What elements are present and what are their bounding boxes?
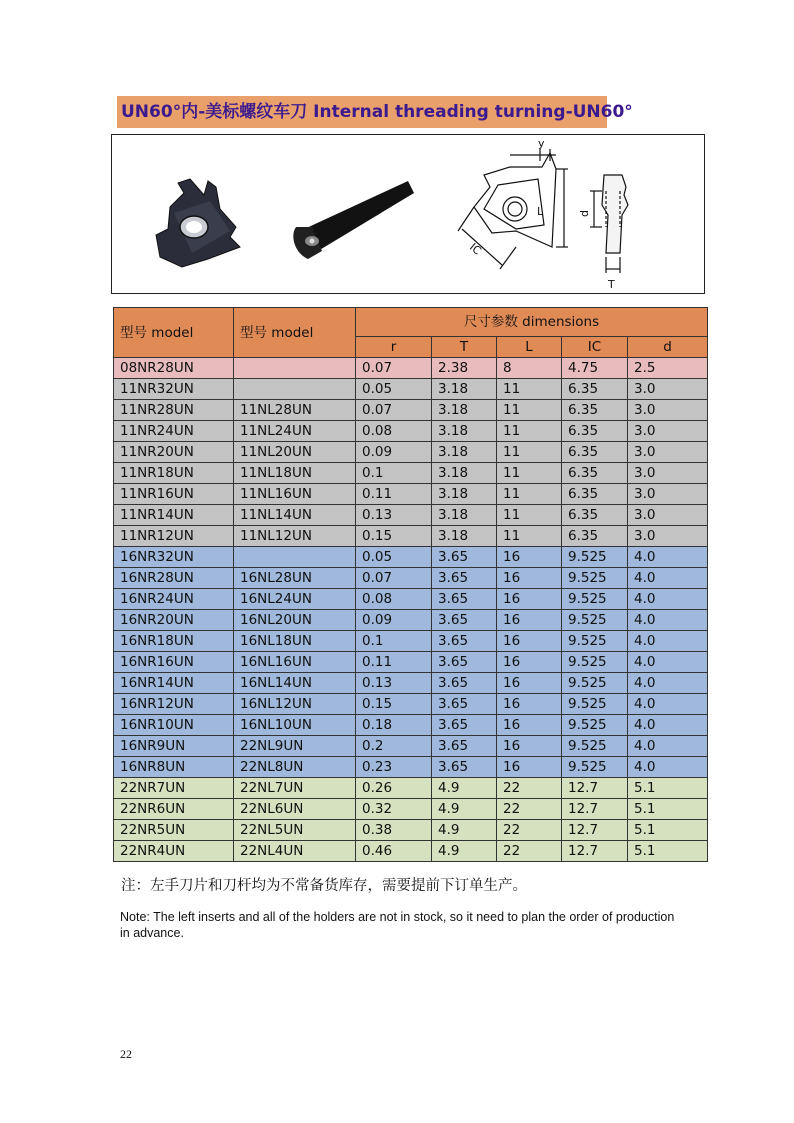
cell-model-r: 08NR28UN xyxy=(114,358,234,379)
insert-photo-icon xyxy=(156,179,240,267)
cell-value-r: 0.1 xyxy=(356,463,432,484)
label-IC: IC xyxy=(466,240,484,258)
cell-value-IC: 12.7 xyxy=(562,820,628,841)
cell-value-r: 0.08 xyxy=(356,589,432,610)
cell-value-T: 3.65 xyxy=(432,610,497,631)
cell-value-r: 0.09 xyxy=(356,442,432,463)
cell-value-T: 3.65 xyxy=(432,631,497,652)
header-model-2: 型号 model xyxy=(234,308,356,358)
table-row xyxy=(114,379,708,400)
table-row xyxy=(114,547,708,568)
holder-photo-icon xyxy=(293,181,414,259)
cell-model-l: 11NL20UN xyxy=(234,442,356,463)
cell-value-r: 0.07 xyxy=(356,400,432,421)
cell-value-L: 11 xyxy=(497,379,562,400)
cell-model-l: 22NL6UN xyxy=(234,799,356,820)
cell-value-r: 0.07 xyxy=(356,358,432,379)
cell-value-T: 3.18 xyxy=(432,421,497,442)
cell-value-T: 3.65 xyxy=(432,652,497,673)
cell-model-l: 16NL16UN xyxy=(234,652,356,673)
cell-model-r: 16NR16UN xyxy=(114,652,234,673)
cell-model-r: 16NR24UN xyxy=(114,589,234,610)
cell-model-r: 22NR4UN xyxy=(114,841,234,862)
cell-value-T: 3.65 xyxy=(432,694,497,715)
cell-model-l: 11NL14UN xyxy=(234,505,356,526)
cell-value-IC: 6.35 xyxy=(562,442,628,463)
cell-value-IC: 6.35 xyxy=(562,463,628,484)
cell-value-IC: 4.75 xyxy=(562,358,628,379)
cell-value-r: 0.46 xyxy=(356,841,432,862)
cell-value-T: 3.18 xyxy=(432,484,497,505)
cell-model-r: 22NR5UN xyxy=(114,820,234,841)
cell-value-d: 4.0 xyxy=(628,673,708,694)
cell-model-r: 11NR12UN xyxy=(114,526,234,547)
cell-model-r: 11NR18UN xyxy=(114,463,234,484)
cell-model-r: 11NR14UN xyxy=(114,505,234,526)
cell-value-IC: 6.35 xyxy=(562,505,628,526)
table-row xyxy=(114,421,708,442)
cell-value-d: 4.0 xyxy=(628,547,708,568)
figure-svg xyxy=(112,135,706,295)
cell-value-T: 3.18 xyxy=(432,526,497,547)
cell-value-IC: 9.525 xyxy=(562,631,628,652)
cell-value-IC: 9.525 xyxy=(562,589,628,610)
label-y: y xyxy=(538,137,545,150)
cell-value-d: 4.0 xyxy=(628,736,708,757)
cell-value-r: 0.15 xyxy=(356,526,432,547)
cell-value-r: 0.13 xyxy=(356,673,432,694)
table-row xyxy=(114,820,708,841)
cell-model-r: 16NR8UN xyxy=(114,757,234,778)
page-title: UN60°内-美标螺纹车刀 Internal threading turning-UN60° xyxy=(117,96,607,128)
cell-model-l: 22NL9UN xyxy=(234,736,356,757)
cell-model-l: 16NL20UN xyxy=(234,610,356,631)
cell-value-IC: 6.35 xyxy=(562,484,628,505)
cell-value-IC: 9.525 xyxy=(562,715,628,736)
cell-value-T: 3.18 xyxy=(432,400,497,421)
note-chinese: 注：左手刀片和刀杆均为不常备货库存，需要提前下订单生产。 xyxy=(121,878,527,894)
cell-model-r: 22NR7UN xyxy=(114,778,234,799)
cell-model-r: 16NR20UN xyxy=(114,610,234,631)
cell-model-r: 11NR28UN xyxy=(114,400,234,421)
cell-value-T: 3.65 xyxy=(432,568,497,589)
cell-model-r: 16NR9UN xyxy=(114,736,234,757)
cell-model-r: 11NR20UN xyxy=(114,442,234,463)
cell-value-r: 0.26 xyxy=(356,778,432,799)
cell-value-IC: 6.35 xyxy=(562,526,628,547)
cell-value-d: 3.0 xyxy=(628,379,708,400)
table-row xyxy=(114,442,708,463)
label-d: d xyxy=(578,210,591,217)
cell-value-d: 4.0 xyxy=(628,757,708,778)
cell-value-IC: 12.7 xyxy=(562,778,628,799)
header-dimensions: 尺寸参数 dimensions xyxy=(356,308,708,337)
cell-value-r: 0.1 xyxy=(356,631,432,652)
cell-value-L: 11 xyxy=(497,484,562,505)
specs-table xyxy=(113,307,708,862)
cell-value-d: 5.1 xyxy=(628,841,708,862)
cell-value-L: 22 xyxy=(497,841,562,862)
cell-value-L: 11 xyxy=(497,505,562,526)
table-row xyxy=(114,778,708,799)
cell-value-d: 3.0 xyxy=(628,484,708,505)
table-row xyxy=(114,841,708,862)
cell-model-r: 16NR14UN xyxy=(114,673,234,694)
cell-value-IC: 9.525 xyxy=(562,757,628,778)
table-row xyxy=(114,610,708,631)
cell-value-T: 3.65 xyxy=(432,757,497,778)
cell-value-IC: 9.525 xyxy=(562,736,628,757)
cell-value-L: 22 xyxy=(497,799,562,820)
cell-value-d: 3.0 xyxy=(628,400,708,421)
cell-value-d: 4.0 xyxy=(628,652,708,673)
label-L: L xyxy=(537,205,544,218)
profile-drawing-icon xyxy=(590,175,628,273)
table-row xyxy=(114,400,708,421)
cell-value-d: 5.1 xyxy=(628,820,708,841)
note-english: Note: The left inserts and all of the holders are not in stock, so it need to plan the order of production in advance. xyxy=(120,910,675,940)
cell-value-L: 11 xyxy=(497,442,562,463)
cell-value-IC: 9.525 xyxy=(562,673,628,694)
cell-model-l xyxy=(234,358,356,379)
cell-value-T: 3.65 xyxy=(432,547,497,568)
cell-model-l: 11NL18UN xyxy=(234,463,356,484)
cell-value-IC: 12.7 xyxy=(562,799,628,820)
cell-value-L: 16 xyxy=(497,736,562,757)
cell-value-T: 3.65 xyxy=(432,715,497,736)
cell-model-l: 16NL24UN xyxy=(234,589,356,610)
cell-model-r: 16NR32UN xyxy=(114,547,234,568)
cell-model-l: 16NL10UN xyxy=(234,715,356,736)
header-T: T xyxy=(432,337,497,358)
cell-value-T: 4.9 xyxy=(432,841,497,862)
cell-value-T: 3.18 xyxy=(432,463,497,484)
cell-value-d: 3.0 xyxy=(628,421,708,442)
cell-value-d: 4.0 xyxy=(628,568,708,589)
cell-value-IC: 9.525 xyxy=(562,610,628,631)
cell-value-T: 3.65 xyxy=(432,673,497,694)
cell-value-T: 4.9 xyxy=(432,778,497,799)
page-number: 22 xyxy=(120,1047,132,1061)
cell-value-L: 22 xyxy=(497,820,562,841)
cell-value-L: 16 xyxy=(497,631,562,652)
cell-value-r: 0.32 xyxy=(356,799,432,820)
cell-value-L: 16 xyxy=(497,547,562,568)
cell-value-d: 4.0 xyxy=(628,694,708,715)
specs-table-body xyxy=(114,358,708,862)
table-row xyxy=(114,799,708,820)
cell-value-d: 2.5 xyxy=(628,358,708,379)
cell-value-IC: 9.525 xyxy=(562,547,628,568)
cell-value-r: 0.2 xyxy=(356,736,432,757)
cell-model-l xyxy=(234,547,356,568)
cell-value-d: 4.0 xyxy=(628,715,708,736)
cell-model-l: 16NL28UN xyxy=(234,568,356,589)
table-row xyxy=(114,715,708,736)
cell-value-r: 0.23 xyxy=(356,757,432,778)
cell-model-r: 22NR6UN xyxy=(114,799,234,820)
header-L: L xyxy=(497,337,562,358)
cell-model-l: 16NL18UN xyxy=(234,631,356,652)
cell-model-l: 11NL12UN xyxy=(234,526,356,547)
cell-value-r: 0.05 xyxy=(356,379,432,400)
cell-value-L: 16 xyxy=(497,589,562,610)
cell-value-T: 3.65 xyxy=(432,736,497,757)
cell-value-L: 16 xyxy=(497,673,562,694)
cell-value-T: 3.65 xyxy=(432,589,497,610)
cell-value-L: 22 xyxy=(497,778,562,799)
table-row xyxy=(114,757,708,778)
cell-value-r: 0.11 xyxy=(356,652,432,673)
cell-value-r: 0.11 xyxy=(356,484,432,505)
table-row xyxy=(114,736,708,757)
cell-value-IC: 12.7 xyxy=(562,841,628,862)
header-model-1: 型号 model xyxy=(114,308,234,358)
cell-model-r: 16NR18UN xyxy=(114,631,234,652)
cell-model-l: 16NL14UN xyxy=(234,673,356,694)
cell-value-T: 3.18 xyxy=(432,379,497,400)
cell-model-l: 11NL28UN xyxy=(234,400,356,421)
table-row xyxy=(114,463,708,484)
table-row xyxy=(114,568,708,589)
table-row xyxy=(114,589,708,610)
cell-model-l: 11NL16UN xyxy=(234,484,356,505)
cell-value-L: 16 xyxy=(497,757,562,778)
cell-model-l: 11NL24UN xyxy=(234,421,356,442)
cell-model-l: 22NL7UN xyxy=(234,778,356,799)
cell-value-d: 5.1 xyxy=(628,778,708,799)
cell-value-T: 3.18 xyxy=(432,505,497,526)
cell-model-r: 11NR32UN xyxy=(114,379,234,400)
cell-value-IC: 6.35 xyxy=(562,379,628,400)
cell-value-IC: 9.525 xyxy=(562,652,628,673)
label-T: T xyxy=(608,278,615,291)
table-row xyxy=(114,484,708,505)
cell-value-L: 11 xyxy=(497,421,562,442)
table-row xyxy=(114,505,708,526)
cell-value-IC: 9.525 xyxy=(562,694,628,715)
cell-model-r: 11NR24UN xyxy=(114,421,234,442)
cell-model-r: 16NR12UN xyxy=(114,694,234,715)
cell-value-L: 16 xyxy=(497,610,562,631)
cell-model-l: 22NL8UN xyxy=(234,757,356,778)
table-row xyxy=(114,694,708,715)
cell-model-r: 11NR16UN xyxy=(114,484,234,505)
header-IC: IC xyxy=(562,337,628,358)
cell-value-d: 4.0 xyxy=(628,610,708,631)
cell-value-IC: 6.35 xyxy=(562,421,628,442)
cell-value-r: 0.08 xyxy=(356,421,432,442)
table-row xyxy=(114,673,708,694)
table-row xyxy=(114,358,708,379)
header-d: d xyxy=(628,337,708,358)
cell-value-L: 11 xyxy=(497,526,562,547)
cell-value-T: 4.9 xyxy=(432,820,497,841)
header-r: r xyxy=(356,337,432,358)
cell-value-L: 16 xyxy=(497,652,562,673)
cell-value-T: 3.18 xyxy=(432,442,497,463)
cell-value-IC: 9.525 xyxy=(562,568,628,589)
cell-value-d: 3.0 xyxy=(628,526,708,547)
cell-value-r: 0.38 xyxy=(356,820,432,841)
cell-value-d: 3.0 xyxy=(628,442,708,463)
cell-value-L: 11 xyxy=(497,463,562,484)
cell-value-T: 2.38 xyxy=(432,358,497,379)
cell-value-r: 0.09 xyxy=(356,610,432,631)
product-figure xyxy=(111,134,705,294)
cell-model-r: 16NR28UN xyxy=(114,568,234,589)
cell-value-r: 0.07 xyxy=(356,568,432,589)
cell-value-r: 0.05 xyxy=(356,547,432,568)
cell-value-IC: 6.35 xyxy=(562,400,628,421)
cell-value-d: 3.0 xyxy=(628,463,708,484)
cell-model-l: 22NL4UN xyxy=(234,841,356,862)
cell-value-L: 16 xyxy=(497,568,562,589)
cell-value-L: 8 xyxy=(497,358,562,379)
cell-value-d: 4.0 xyxy=(628,589,708,610)
cell-value-d: 4.0 xyxy=(628,631,708,652)
cell-value-d: 3.0 xyxy=(628,505,708,526)
cell-value-T: 4.9 xyxy=(432,799,497,820)
cell-value-L: 16 xyxy=(497,694,562,715)
cell-value-r: 0.15 xyxy=(356,694,432,715)
cell-value-L: 16 xyxy=(497,715,562,736)
cell-value-r: 0.18 xyxy=(356,715,432,736)
table-row xyxy=(114,526,708,547)
table-row xyxy=(114,652,708,673)
cell-model-r: 16NR10UN xyxy=(114,715,234,736)
cell-model-l xyxy=(234,379,356,400)
table-row xyxy=(114,631,708,652)
cell-value-L: 11 xyxy=(497,400,562,421)
cell-value-r: 0.13 xyxy=(356,505,432,526)
cell-value-d: 5.1 xyxy=(628,799,708,820)
cell-model-l: 16NL12UN xyxy=(234,694,356,715)
cell-model-l: 22NL5UN xyxy=(234,820,356,841)
